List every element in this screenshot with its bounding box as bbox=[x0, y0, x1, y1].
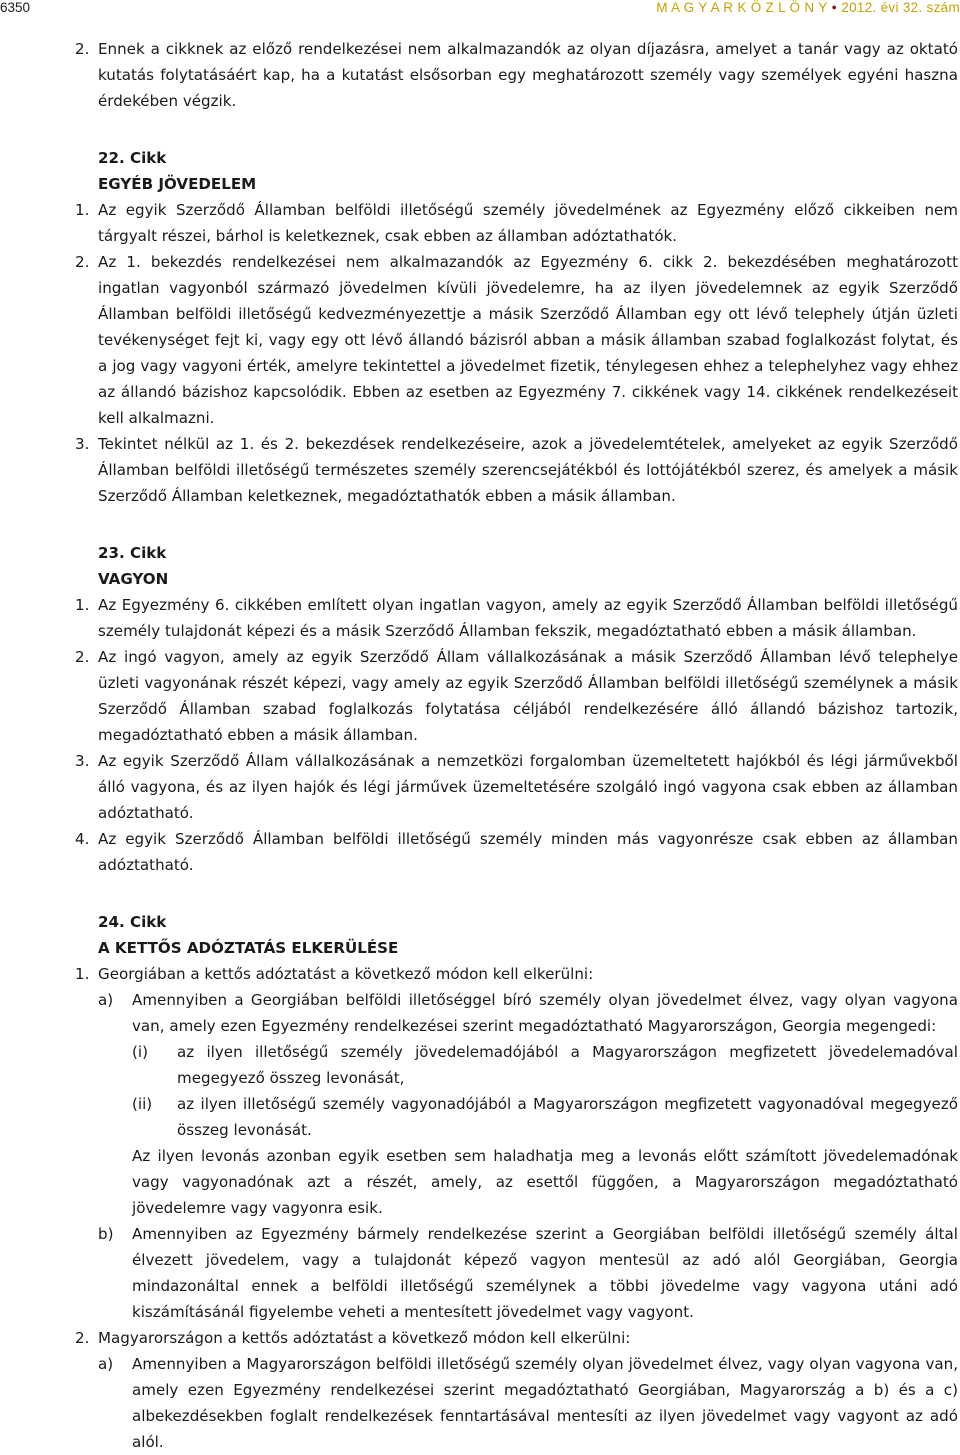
item-label: a) bbox=[98, 991, 114, 1009]
running-head bbox=[656, 0, 960, 15]
paragraph-number: 2. bbox=[75, 253, 90, 271]
paragraph-text: Az ingó vagyon, amely az egyik Szerződő Állam vállalkozásának a másik Szerződő Államban lévő telephelye üzleti vagyonának részét képezi, vagy amely az egyik Szerződő Államban belföldi illetőségű személynek a másik Szerződő Államban szabad foglalkozás folytatása céljából rendelkezésére álló állandó bázishoz tartozik, megadóztatható ebben a másik államban. bbox=[98, 648, 958, 744]
item-label: a) bbox=[98, 1355, 114, 1373]
paragraph-text: Tekintet nélkül az 1. és 2. bekezdések rendelkezéseire, azok a jövedelemtételek, amelyeket az egyik Szerződő Államban belföldi illetőségű természetes személy szerencsejátékból és lottójátékból szerez, és amelyek a másik Szerződő Államban keletkeznek, megadóztathatók ebben a másik államban. bbox=[98, 435, 958, 505]
paragraph-text: Magyarországon a kettős adóztatást a következő módon kell elkerülni: bbox=[98, 1329, 631, 1347]
art23-title: VAGYON bbox=[98, 570, 169, 588]
art24-1-b bbox=[98, 1221, 958, 1325]
item-text: Amennyiben a Magyarországon belföldi illetőségű személy olyan jövedelmet élvez, vagy olyan vagyona van, amely ezen Egyezmény rendelkezései szerint megadóztatható Georgiában, Magyarország a b) és a c) albekezdésekben foglalt rendelkezések fenntartásával mentesíti az ilyen jövedelmet vagy vagyont az adó alól. bbox=[132, 1355, 958, 1451]
art23-paragraph-4 bbox=[75, 826, 958, 878]
art22-paragraph-1 bbox=[75, 197, 958, 249]
art22-title: EGYÉB JÖVEDELEM bbox=[98, 175, 257, 193]
art24-1-a-ii bbox=[132, 1091, 958, 1143]
bullet-separator: ● bbox=[831, 2, 838, 12]
art24-paragraph-2 bbox=[75, 1325, 958, 1351]
page-header bbox=[0, 0, 960, 18]
paragraph-number: 2. bbox=[75, 1329, 90, 1347]
paragraph-text: Az egyik Szerződő Államban belföldi illetőségű személy minden más vagyonrésze csak ebben az államban adóztatható. bbox=[98, 830, 958, 874]
paragraph-number: 2. bbox=[75, 40, 90, 58]
issue-label: 2012. évi 32. szám bbox=[841, 0, 960, 15]
journal-title: M A G Y A R K Ö Z L Ö N Y bbox=[656, 0, 828, 15]
art23-number: 23. Cikk bbox=[98, 544, 167, 562]
art23-paragraph-3 bbox=[75, 748, 958, 826]
paragraph-text: Georgiában a kettős adóztatást a következő módon kell elkerülni: bbox=[98, 965, 594, 983]
page-number: 6350 bbox=[0, 0, 31, 15]
item-text: Amennyiben az Egyezmény bármely rendelkezése szerint a Georgiában belföldi illetőségű személy által élvezett jövedelem, vagy a tulajdonát képező vagyon mentesül az adó alól Georgiában, Georgia mindazonáltal ennek a belföldi illetőségű személynek a többi jövedelme vagy vagyona utáni adó kiszámításánál figyelembe veheti a mentesített jövedelmet vagy vagyont. bbox=[132, 1225, 958, 1321]
art23-paragraph-2 bbox=[75, 644, 958, 748]
item-text: az ilyen illetőségű személy jövedelemadójából a Magyarországon megfizetett jövedelemadóval megegyező összeg levonását, bbox=[177, 1043, 958, 1087]
paragraph-number: 2. bbox=[75, 648, 90, 666]
art23-paragraph-1 bbox=[75, 592, 958, 644]
art21-paragraph-2 bbox=[75, 36, 958, 114]
paragraph-number: 1. bbox=[75, 965, 90, 983]
art22-number: 22. Cikk bbox=[98, 149, 167, 167]
item-label: (i) bbox=[132, 1043, 148, 1061]
paragraph-number: 4. bbox=[75, 830, 90, 848]
art24-1-a-i bbox=[132, 1039, 958, 1091]
art24-paragraph-1 bbox=[75, 961, 958, 987]
art22-paragraph-2 bbox=[75, 249, 958, 431]
art24-title: A KETTŐS ADÓZTATÁS ELKERÜLÉSE bbox=[98, 939, 399, 957]
document-body bbox=[75, 36, 958, 1455]
art24-1-a-closing: Az ilyen levonás azonban egyik esetben sem haladhatja meg a levonás előtt számított jövedelemadónak vagy vagyonadónak azt a részét, amely, az esettől függően, a Magyarországon megadóztatható jövedelemre vagy vagyonra esik. bbox=[132, 1147, 958, 1217]
paragraph-number: 1. bbox=[75, 596, 90, 614]
item-label: b) bbox=[98, 1225, 114, 1243]
paragraph-text: Az egyik Szerződő Államban belföldi illetőségű személy jövedelmének az Egyezmény előző cikkeiben nem tárgyalt részei, bárhol is keletkeznek, csak ebben az államban adóztathatók. bbox=[98, 201, 958, 245]
item-text: az ilyen illetőségű személy vagyonadójából a Magyarországon megfizetett vagyonadóval megegyező összeg levonását. bbox=[177, 1095, 958, 1139]
paragraph-number: 3. bbox=[75, 435, 90, 453]
paragraph-number: 1. bbox=[75, 201, 90, 219]
paragraph-text: Az Egyezmény 6. cikkében említett olyan ingatlan vagyon, amely az egyik Szerződő Államban belföldi illetőségű személy tulajdonát képezi és a másik Szerződő Államban fekszik, megadóztatható ebben a másik államban. bbox=[98, 596, 958, 640]
paragraph-text: Az egyik Szerződő Állam vállalkozásának a nemzetközi forgalomban üzemeltetett hajókból és légi járművekből álló vagyona, és az ilyen hajók és légi járművek üzemeltetésére szolgáló ingó vagyona csak ebben az államban adóztatható. bbox=[98, 752, 958, 822]
paragraph-number: 3. bbox=[75, 752, 90, 770]
paragraph-text: Ennek a cikknek az előző rendelkezései nem alkalmazandók az olyan díjazásra, amelyet a tanár vagy az oktató kutatás folytatásáért kap, ha a kutatást elsősorban egy meghatározott személy vagy személyek egyéni haszna érdekében végzik. bbox=[98, 40, 958, 110]
art24-1-a bbox=[98, 987, 958, 1039]
item-text: Amennyiben a Georgiában belföldi illetőséggel bíró személy olyan jövedelmet élvez, vagy olyan vagyona van, amely ezen Egyezmény rendelkezései szerint megadóztatható Magyarországon, Georgia megengedi: bbox=[132, 991, 958, 1035]
item-label: (ii) bbox=[132, 1095, 153, 1113]
art22-paragraph-3 bbox=[75, 431, 958, 509]
art24-2-a bbox=[98, 1351, 958, 1455]
art24-number: 24. Cikk bbox=[98, 913, 167, 931]
paragraph-text: Az 1. bekezdés rendelkezései nem alkalmazandók az Egyezmény 6. cikk 2. bekezdésében meghatározott ingatlan vagyonból származó jövedelmen kívüli jövedelemre, ha az ilyen jövedelemnek az egyik Szerződő Államban belföldi illetőségű kedvezményezettje a másik Szerződő Államban egy ott lévő telephely útján üzleti tevékenységet fejt ki, vagy egy ott lévő állandó bázisról abban a másik államban szabad foglalkozást folytat, és a jog vagy vagyoni érték, amelyre tekintettel a jövedelmet fizetik, ténylegesen ehhez a telephelyhez vagy ehhez az állandó bázishoz kapcsolódik. Ebben az esetben az Egyezmény 7. cikkének vagy 14. cikkének rendelkezéseit kell alkalmazni. bbox=[98, 253, 958, 427]
